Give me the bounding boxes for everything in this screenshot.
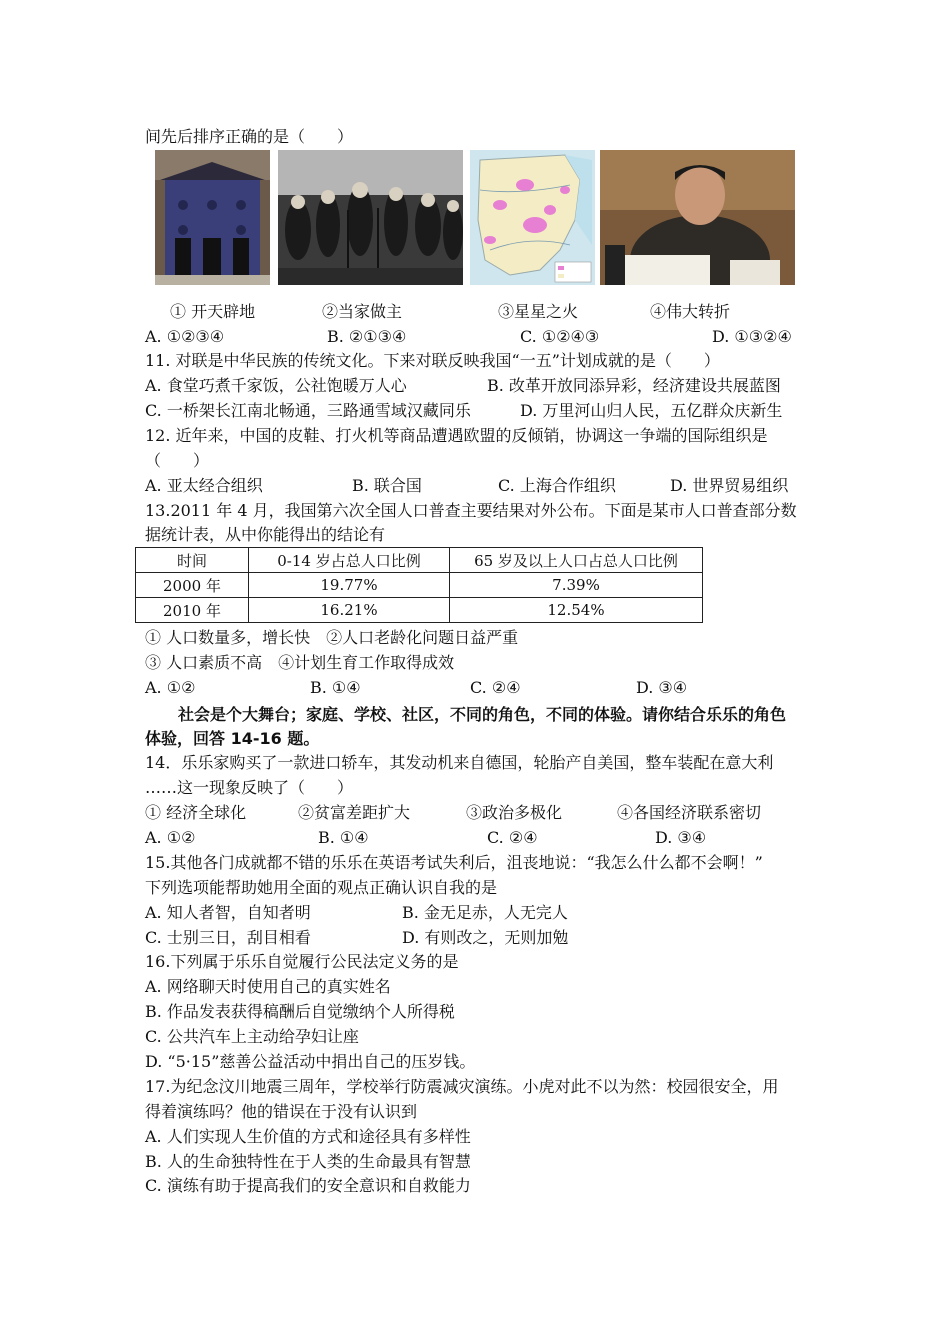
- q17-option-c: C. 演练有助于提高我们的安全意识和自救能力: [145, 1176, 471, 1195]
- q14-option-a: A. ①②: [145, 828, 196, 847]
- q12-option-a: A. 亚太经合组织: [145, 476, 263, 495]
- population-table: [135, 547, 703, 623]
- ceremony-photo: [278, 150, 463, 285]
- q10-option-a: A. ①②③④: [145, 327, 225, 346]
- q10-option-d: D. ①③②④: [712, 327, 792, 346]
- q14-statement-1: ① 经济全球化: [145, 803, 247, 822]
- q13-statements-line2: ③ 人口素质不高 ④计划生育工作取得成效: [145, 653, 455, 672]
- q12-stem-line2: （ ）: [145, 451, 210, 470]
- table-cell: 16.21%: [249, 598, 450, 623]
- map-photo: [470, 150, 595, 285]
- q16-option-d: D. “5·15”慈善公益活动中捐出自己的压岁钱。: [145, 1052, 476, 1071]
- table-header: 0-14 岁占总人口比例: [249, 548, 450, 573]
- q15-option-c: C. 士别三日，刮目相看: [145, 928, 311, 947]
- q11-stem: 11. 对联是中华民族的传统文化。下来对联反映我国“一五”计划成就的是（ ）: [145, 351, 720, 370]
- q13-stem-line2: 据统计表，从中你能得出的结论有: [145, 525, 386, 544]
- q10-option-c: C. ①②④③: [520, 327, 600, 346]
- q12-option-b: B. 联合国: [352, 476, 422, 495]
- q10-stem-tail: 间先后排序正确的是（ ）: [145, 127, 354, 146]
- q16-stem: 16.下列属于乐乐自觉履行公民法定义务的是: [145, 952, 459, 971]
- q17-option-a: A. 人们实现人生价值的方式和途径具有多样性: [145, 1127, 471, 1146]
- q13-stem-line1: 13.2011 年 4 月，我国第六次全国人口普查主要结果对外公布。下面是某市人口普查部分数: [145, 501, 797, 520]
- q14-stem-line1: 14．乐乐家购买了一款进口轿车，其发动机来自德国，轮胎产自美国，整车装配在意大利: [145, 753, 774, 772]
- q17-stem-line1: 17.为纪念汶川地震三周年，学校举行防震减灾演练。小虎对此不以为然：校园很安全，用: [145, 1077, 779, 1096]
- table-cell: 19.77%: [249, 573, 450, 598]
- q15-option-d: D. 有则改之，无则加勉: [402, 928, 569, 947]
- q11-option-a: A. 食堂巧煮千家饭，公社饱暖万人心: [145, 376, 407, 395]
- q10-caption-4: ④伟大转折: [650, 302, 731, 321]
- q15-option-a: A. 知人者智，自知者明: [145, 903, 311, 922]
- q10-caption-1: ① 开天辟地: [170, 302, 256, 321]
- q14-statement-4: ④各国经济联系密切: [617, 803, 762, 822]
- q13-option-d: D. ③④: [636, 678, 688, 697]
- q16-option-a: A. 网络聊天时使用自己的真实姓名: [145, 977, 391, 996]
- q14-option-c: C. ②④: [487, 828, 538, 847]
- q12-option-d: D. 世界贸易组织: [670, 476, 789, 495]
- table-cell: 2000 年: [136, 573, 249, 598]
- table-cell: 12.54%: [450, 598, 703, 623]
- q14-option-d: D. ③④: [655, 828, 707, 847]
- q12-option-c: C. 上海合作组织: [498, 476, 616, 495]
- q10-caption-3: ③星星之火: [498, 302, 579, 321]
- q13-option-c: C. ②④: [470, 678, 521, 697]
- q10-caption-2: ②当家做主: [322, 302, 403, 321]
- q15-stem-line1: 15.其他各门成就都不错的乐乐在英语考试失利后，沮丧地说：“我怎么什么都不会啊！”: [145, 853, 763, 872]
- q12-stem-line1: 12. 近年来，中国的皮鞋、打火机等商品遭遇欧盟的反倾销，协调这一争端的国际组织是: [145, 426, 768, 445]
- q14-statement-3: ③政治多极化: [466, 803, 563, 822]
- q15-stem-line2: 下列选项能帮助她用全面的观点正确认识自我的是: [145, 878, 498, 897]
- q14-statement-2: ②贫富差距扩大: [298, 803, 411, 822]
- q11-option-c: C. 一桥架长江南北畅通，三路通雪域汉藏同乐: [145, 401, 471, 420]
- q14-stem-line2: ……这一现象反映了（ ）: [145, 778, 354, 797]
- building-photo: [155, 150, 270, 285]
- q13-statements-line1: ① 人口数量多，增长快 ②人口老龄化问题日益严重: [145, 628, 519, 647]
- q13-option-a: A. ①②: [145, 678, 196, 697]
- q13-option-b: B. ①④: [310, 678, 361, 697]
- q16-option-c: C. 公共汽车上主动给孕妇让座: [145, 1027, 359, 1046]
- q11-option-b: B. 改革开放同添异彩，经济建设共展蓝图: [487, 376, 781, 395]
- table-row: [136, 598, 703, 623]
- table-header-row: [136, 548, 703, 573]
- q11-option-d: D. 万里河山归人民，五亿群众庆新生: [520, 401, 783, 420]
- section-intro-line1: 社会是个大舞台；家庭、学校、社区，不同的角色，不同的体验。请你结合乐乐的角色: [178, 705, 787, 724]
- q15-option-b: B. 金无足赤，人无完人: [402, 903, 568, 922]
- table-cell: 7.39%: [450, 573, 703, 598]
- table-row: [136, 573, 703, 598]
- section-intro-line2: 体验，回答 14-16 题。: [145, 729, 320, 748]
- table-header: 65 岁及以上人口占总人口比例: [450, 548, 703, 573]
- table-header: 时间: [136, 548, 249, 573]
- q14-option-b: B. ①④: [318, 828, 369, 847]
- q16-option-b: B. 作品发表获得稿酬后自觉缴纳个人所得税: [145, 1002, 455, 1021]
- table-cell: 2010 年: [136, 598, 249, 623]
- q17-option-b: B. 人的生命独特性在于人类的生命最具有智慧: [145, 1152, 471, 1171]
- leader-photo: [600, 150, 795, 285]
- q17-stem-line2: 得着演练吗？他的错误在于没有认识到: [145, 1102, 418, 1121]
- q10-option-b: B. ②①③④: [327, 327, 407, 346]
